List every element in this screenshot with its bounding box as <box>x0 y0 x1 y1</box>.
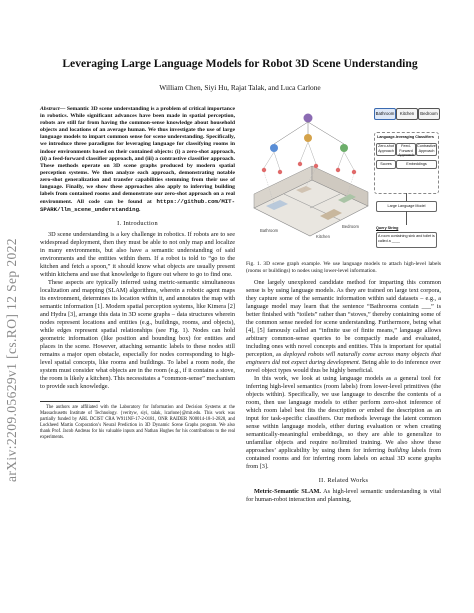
footnote-divider <box>40 401 100 402</box>
right-p1-emphasis: deployed robots will naturally come across many objects that engineers did not expect during development <box>246 351 441 367</box>
right-p2-text-b: embed the description as an input for task-specific classifiers. Our methods leverage the latent common sense within language models, either during evaluation or when creating semantically-meaningful embeddings, so they are able to generalize to unfamiliar objects and require no/limited training. We also show these approaches’ applicability by using them for inferring <box>246 407 442 455</box>
query-string-title: Query String <box>376 226 435 230</box>
paper-title: Leveraging Large Language Models for Robot 3D Scene Understanding <box>62 57 418 70</box>
code-link[interactable]: https://github.com/MIT-SPARK/llm_scene_understanding <box>40 198 235 214</box>
section-heading-introduction: I. Introduction <box>117 220 158 228</box>
classifier-group-label: Language-leveraging Classifiers <box>377 135 434 139</box>
right-p1-end: . Being able to do inference over novel object types would thus be highly beneficial. <box>246 359 441 375</box>
scene-label-kitchen: Kitchen <box>316 234 330 239</box>
contrastive-box: Contrastive Approach <box>416 143 437 156</box>
abstract-text: — Semantic 3D scene understanding is a problem of critical importance in robotics. While significant advances have been made in spatial perception, robots are still far from having the common-sense knowledge about household objects and locations of an average human. We thus investigate the use of large language models to impart common sense for scene understanding. Specifically, we introduce three paradigms for leveraging language for classifying rooms in indoor environments based on their contained objects: (i) a zero-shot approach, (ii) a feed-forward classifier approach, and (iii) a contrastive classifier approach. These methods operate on 3D scene graphs produced by modern spatial perception systems. We then analyze each approach, demonstrating notable zero-shot generalization and transfer capabilities stemming from their use of language. Finally, we show these approaches also apply to inferring building labels from contained rooms and demonstrate our zero-shot approach on a real environment. All code can be found at <box>40 106 235 206</box>
building-node <box>304 114 313 123</box>
scene-label-bathroom: Bathroom <box>260 228 279 233</box>
object-node <box>262 168 266 172</box>
arrow-connector <box>406 211 407 225</box>
scene-label-bedroom: Bedroom <box>342 224 359 229</box>
llm-box: Large Language Model <box>376 201 437 212</box>
right-p1-text: One largely unexplored candidate method for imparting this common sense is by using language models. As they are trained on large text corpora, they capture some of the semantic information within said datasets – e.g., a language model may learn that the sentence “Bathrooms contain ___” is better finished with “toilets” rather than “stoves,” thereby containing some of the common sense needed for scene understanding. Furthermore, being what [4], [5] famously called an “infinite use of finite means,” language allows arbitrary common-sense queries to be compactly made and evaluated, including ones with novel concepts and entities. This is important for spatial perception, as <box>246 279 441 359</box>
room-node <box>340 144 348 152</box>
scores-box: Scores <box>376 160 396 169</box>
feed-forward-box: Feed-Forward Approach <box>396 143 416 156</box>
embeddings-box: Embeddings <box>396 160 437 169</box>
object-node <box>336 168 340 172</box>
subsection-metric-semantic-slam <box>246 488 441 504</box>
arrow-connector <box>406 193 407 201</box>
figure-caption: Fig. 1. 3D scene graph example. We use language models to attach high-level labels (rooms or buildings) to nodes using lower-level information. <box>246 261 441 274</box>
object-node <box>314 164 318 168</box>
right-p2-text: In this work, we look at using language models as a general tool for inferring high-level semantics (room labels) from lower-level primitives (the objects within). Specifically, we use language to describe the contents of a room, then use language models to either perform zero-shot inference of which room label best fits the description <box>246 375 441 415</box>
figure-1 <box>246 106 441 258</box>
right-paragraph-2 <box>246 375 441 471</box>
affiliation-footnote: The authors are affiliated with the Laboratory for Information and Decision Systems at the Massachusetts Institute of Technology. {verityw, siyi, talak, lcarlone}@mit.edu. This work was partially funded by ARL DCIST CRA W911NF-17-2-0181, ONR RAIDER N00014-18-1-2828, and Lockheed Martin Corporation’s Neural Prediction in 3D Dynamic Scene Graphs program. We also thank Prof. Jacob Andreas for his valuable inputs and Nathan Hughes for his contributions to the real experiments. <box>40 405 235 440</box>
section-heading-related-works: II. Related Works <box>318 477 369 485</box>
object-node <box>278 170 282 174</box>
intro-paragraph-2: These aspects are typically inferred using metric-semantic simultaneous localization and mapping (SLAM) algorithms, wherein a robotic agent maps its environment, determines its location within it, and annotates the map with semantic information [1]. Modern spatial perception systems, like Kimera [2] and Hydra [3], arrange this data in 3D scene graphs – data structures wherein nodes represent locations and entities (e.g., buildings, rooms, and objects), while edges represent spatial relationships (see Fig. 1). Nodes can hold geometric information (like position and bounding box) for entities and places in the scene. However, attaching semantic labels to these nodes still remains a major open obstacle, especially for nodes corresponding to high-level spatial concepts, like rooms and buildings. To label a room node, the system must consider what objects are in the room (e.g., if it contains a stove, the room is likely a kitchen). This necessitates a “common-sense” mechanism to provide such knowledge. <box>40 279 235 391</box>
abstract-label: Abstract <box>40 106 60 112</box>
right-p2-or: or <box>358 407 365 415</box>
right-column <box>246 106 441 504</box>
subsection-title: Metric-Semantic SLAM. <box>254 488 321 496</box>
object-node <box>298 162 302 166</box>
intro-paragraph-1: 3D scene understanding is a key challenge in robotics. If robots are to see widespread deployment, then they must be able to not only map and localize in many environments, but also have a semantic understanding of said environments and the entities within them. If a robot is told to “go to the kitchen and fetch a spoon,” it should know what objects are usually present within kitchens and use that knowledge to figure out where to go to find one. <box>40 231 235 279</box>
room-node <box>304 134 312 142</box>
object-node <box>352 170 356 174</box>
right-paragraph-1 <box>246 279 441 375</box>
right-p2-text-c: labels from contained rooms and for inferring room labels on actual 3D scene graphs from [3]. <box>246 447 441 471</box>
scene-graph-illustration <box>246 108 374 256</box>
pipeline-panel <box>372 108 441 256</box>
query-string-box: A room containing sink and toilet is called a ____ <box>376 232 437 248</box>
label-pill-kitchen: Kitchen <box>396 108 418 120</box>
zero-shot-box: Zero-shot Approach <box>376 143 396 156</box>
label-pill-bedroom: Bedroom <box>418 108 440 120</box>
right-p2-building: building <box>387 447 409 455</box>
abstract <box>40 106 235 214</box>
arxiv-identifier: arXiv:2209.05629v1 [cs.RO] 12 Sep 2022 <box>4 238 19 482</box>
room-node <box>270 144 278 152</box>
subsection-text: As high-level semantic understanding is vital for human-robot interaction and planning, <box>246 488 442 504</box>
abstract-end: . <box>138 207 141 214</box>
label-pill-bathroom: Bathroom <box>374 108 396 120</box>
author-list: William Chen, Siyi Hu, Rajat Talak, and Luca Carlone <box>159 83 321 92</box>
left-column <box>40 106 235 441</box>
